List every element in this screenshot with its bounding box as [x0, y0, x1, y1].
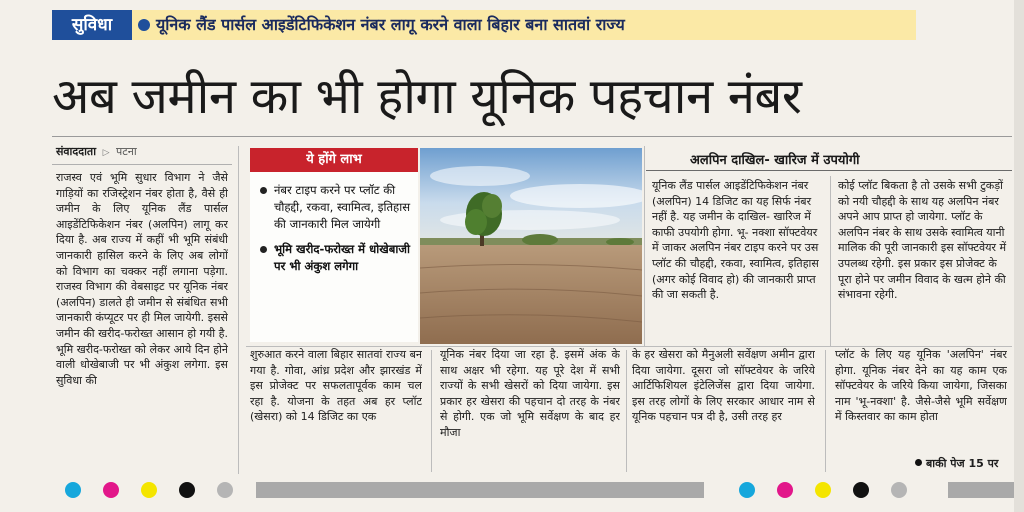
section-heading: अलपिन दाखिल- खारिज में उपयोगी	[690, 153, 860, 168]
benefit-item-text: नंबर टाइप करने पर प्लॉट की चौहद्दी, रकवा, स्वामित्व, इतिहास की जानकारी मिल जायेगी	[274, 183, 411, 231]
column-divider	[830, 176, 831, 346]
farmland-photo	[420, 148, 642, 344]
article-column-5: प्लॉट के लिए यह यूनिक 'अलपिन' नंबर होगा. यूनिक नंबर देने का यह काम एक सॉफ्टवेयर के जरिये किया जायेगा, जिसका नाम 'भू-नक्शा' है. जैसे-जैसे भूमि सर्वेक्षण में किस्तवार का काम होता	[835, 348, 1007, 424]
page-edge	[1014, 0, 1024, 512]
column-divider	[238, 146, 239, 474]
side-column-b: कोई प्लॉट बिकता है तो उसके सभी टुकड़ों को नयी चौहद्दी के साथ यह अलपिन नंबर अपने आप प्राप्त हो जायेगा. प्लॉट के अलपिन नंबर के साथ उसके स्वामित्व यानी मालिक की पूरी जानकारी इस सॉफ्टवेयर में उपलब्ध रहेगी. इस प्रकार इस प्रोजेक्ट के पूरा होने पर जमीन विवाद के खत्म होने की संभावना रहेगी.	[838, 179, 1007, 302]
byline-place: पटना	[115, 145, 137, 158]
registration-cyan-mark	[65, 482, 81, 498]
side-column-a: यूनिक लैंड पार्सल आइडेंटिफिकेशन नंबर (अलपिन) 14 डिजिट का यह सिर्फ नंबर नहीं है. यह जमीन के दाखिल- खारिज में काफी उपयोगी होगा. भू- नक्शा सॉफ्टवेयर में जाकर अलपिन नंबर टाइप करने पर उस प्लॉट की चौहद्दी, रकवा, स्वामित्व, इतिहास (अगर कोई विवाद हो) की जानकारी प्राप्त की जा सकती है.	[652, 179, 819, 302]
play-arrow-icon: ▷	[102, 148, 110, 158]
kicker-bullet-icon	[138, 19, 150, 31]
bullet-icon	[260, 246, 267, 253]
byline	[56, 144, 137, 159]
registration-grey-bar	[256, 482, 704, 498]
registration-magenta-mark	[103, 482, 119, 498]
registration-magenta-mark	[777, 482, 793, 498]
registration-grey-mark	[217, 482, 233, 498]
continued-text: बाकी पेज 15 पर	[926, 457, 999, 470]
benefits-box-title: ये होंगे लाभ	[250, 148, 418, 172]
column-divider	[626, 350, 627, 472]
continued-on-page	[915, 456, 998, 471]
bullet-icon	[260, 187, 267, 194]
benefit-item	[258, 241, 412, 275]
column-divider	[644, 146, 645, 346]
registration-cyan-mark	[739, 482, 755, 498]
kicker-text: यूनिक लैंड पार्सल आइडेंटिफिकेशन नंबर लागू करने वाला बिहार बना सातवां राज्य	[156, 15, 625, 34]
registration-yellow-mark	[815, 482, 831, 498]
bullet-icon	[915, 459, 922, 466]
registration-black-mark	[853, 482, 869, 498]
benefit-item	[258, 182, 412, 233]
column-divider	[431, 350, 432, 472]
registration-grey-bar	[948, 482, 1014, 498]
byline-reporter: संवाददाता	[56, 145, 97, 158]
registration-black-mark	[179, 482, 195, 498]
article-column-2: शुरुआत करने वाला बिहार सातवां राज्य बन गया है. गोवा, आंध्र प्रदेश और झारखंड में इस प्रोजेक्ट पर सफलतापूर्वक काम चल रहा है. योजना के तहत अब हर प्लॉट (खेसरा) को 14 डिजिट का एक	[250, 348, 422, 424]
headline-rule	[52, 136, 1012, 137]
byline-rule	[52, 164, 232, 165]
benefits-box	[250, 172, 418, 342]
article-column-4: के हर खेसरा को मैनुअली सर्वेक्षण अमीन द्वारा दिया जायेगा. दूसरा जो सॉफ्टवेयर के जरिये आर्टिफिशियल इंटेलिजेंस द्वारा दिया जायेगा. इस तरह लोगों के लिए सरकार आधार नाम से यूनिक पहचान पत्र दी है, उसी तरह हर	[632, 348, 815, 424]
benefit-item-text: भूमि खरीद-फरोख्त में धोखेबाजी पर भी अंकुश लगेगा	[274, 242, 410, 273]
registration-grey-mark	[891, 482, 907, 498]
article-column-1: राजस्व एवं भूमि सुधार विभाग ने जैसे गाड़ियों का रजिस्ट्रेशन नंबर होता है, वैसे ही जमीन के लिए यूनिक लैंड पार्सल आइडेंटिफिकेशन नंबर (अलपिन) लागू कर दिया है. अब राज्य में कहीं भी भूमि संबंधी जानकारी हासिल करने के लिए अब लोगों को विभाग का चक्कर नहीं लगाना पड़ेगा. राजस्व विभाग की वेबसाइट पर यूनिक नंबर (अलपिन) डालते ही जमीन से संबंधित सभी जानकारी कंप्यूटर पर ही मिल जायेगी. इससे जमीन की खरीद-फरोख्त आसान हो गयी है. भूमि खरीद-फरोख्त को लेकर आये दिन होने वाली धोखेबाजी पर भी अंकुश लगेगा. इस सुविधा की	[56, 171, 228, 387]
column-divider	[825, 350, 826, 472]
kicker-tag: सुविधा	[52, 10, 132, 40]
article-column-3: यूनिक नंबर दिया जा रहा है. इसमें अंक के साथ अक्षर भी रहेगा. यह पूरे देश में सभी राज्यों के सभी खेसरों को दिया जायेगा. इस प्रकार हर खेसरा की पहचान दो तरह के नंबर से होगी. एक जो भूमि सर्वेक्षण के बाद हर मौजा	[440, 348, 620, 439]
section-rule	[646, 170, 1012, 171]
headline: अब जमीन का भी होगा यूनिक पहचान नंबर	[52, 68, 802, 125]
registration-yellow-mark	[141, 482, 157, 498]
